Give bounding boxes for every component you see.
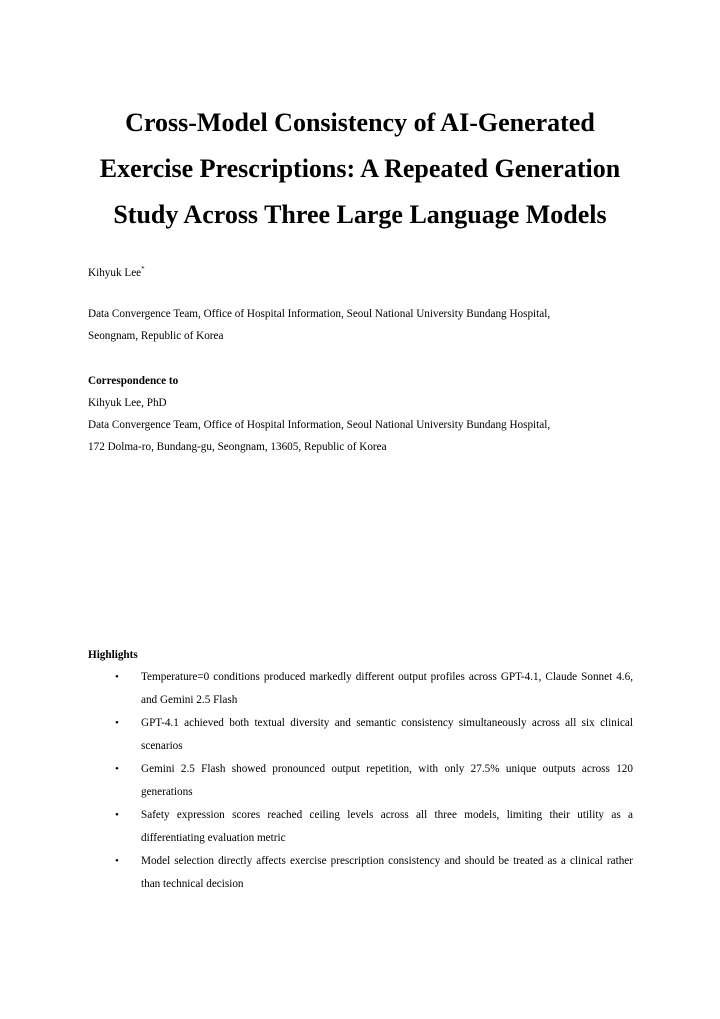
highlights-section xyxy=(88,644,633,896)
title-line: Exercise Prescriptions: A Repeated Generation xyxy=(99,154,621,183)
highlight-item xyxy=(88,758,633,804)
correspondence-address-line: Data Convergence Team, Office of Hospital Information, Seoul National University Bundang Hospital, xyxy=(88,419,551,431)
highlight-item xyxy=(88,850,633,896)
bullet-icon: • xyxy=(115,855,119,867)
correspondence-block xyxy=(88,370,648,458)
title-line: Cross-Model Consistency of AI-Generated xyxy=(125,108,595,137)
correspondence-name: Kihyuk Lee, PhD xyxy=(88,397,167,409)
highlight-item xyxy=(88,712,633,758)
highlight-text: Temperature=0 conditions produced markedly different output profiles across GPT-4.1, Claude Sonnet 4.6, and Gemini 2.5 Flash xyxy=(141,671,633,706)
highlight-text: Safety expression scores reached ceiling levels across all three models, limiting their utility as a differentiating evaluation metric xyxy=(141,809,633,844)
bullet-icon: • xyxy=(115,717,119,729)
highlight-text: Gemini 2.5 Flash showed pronounced output repetition, with only 27.5% unique outputs across 120 generations xyxy=(141,763,633,798)
highlight-item xyxy=(88,666,633,712)
correspondence-address-line: 172 Dolma-ro, Bundang-gu, Seongnam, 13605, Republic of Korea xyxy=(88,441,387,453)
bullet-icon: • xyxy=(115,671,119,683)
paper-title xyxy=(60,100,660,238)
title-line: Study Across Three Large Language Models xyxy=(113,200,607,229)
author-marker: * xyxy=(141,265,145,273)
bullet-icon: • xyxy=(115,763,119,775)
affiliation xyxy=(88,303,633,347)
highlight-item xyxy=(88,804,633,850)
highlights-list xyxy=(88,666,633,896)
author-line xyxy=(88,262,145,284)
affiliation-line: Data Convergence Team, Office of Hospital Information, Seoul National University Bundang Hospital, xyxy=(88,308,551,320)
highlight-text: Model selection directly affects exercise prescription consistency and should be treated as a clinical rather than technical decision xyxy=(141,855,633,890)
bullet-icon: • xyxy=(115,809,119,821)
highlight-text: GPT-4.1 achieved both textual diversity and semantic consistency simultaneously across all six clinical scenarios xyxy=(141,717,633,752)
author-name: Kihyuk Lee xyxy=(88,267,142,279)
highlights-heading: Highlights xyxy=(88,649,138,661)
affiliation-line: Seongnam, Republic of Korea xyxy=(88,330,224,342)
correspondence-heading: Correspondence to xyxy=(88,375,179,387)
